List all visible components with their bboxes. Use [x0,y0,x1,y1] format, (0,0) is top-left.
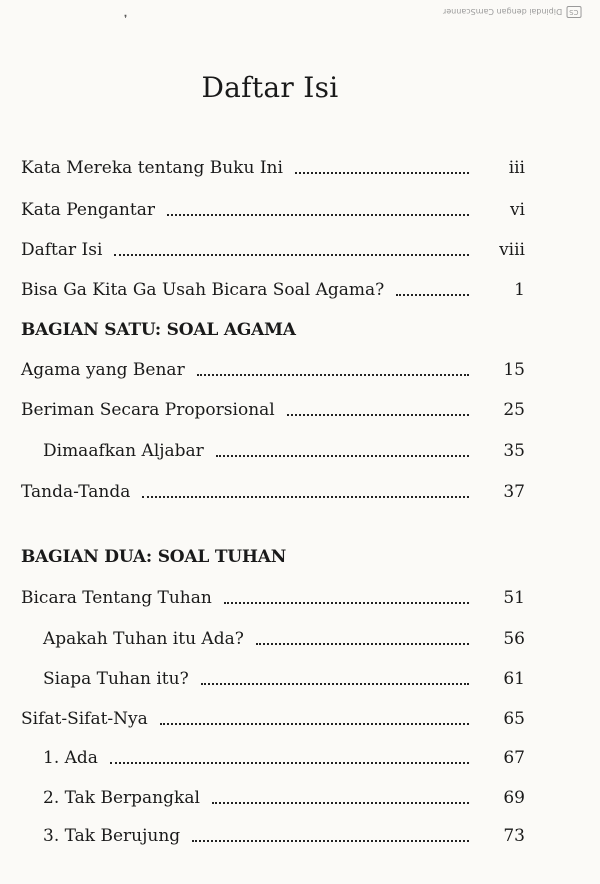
scan-speck: ❜ [124,14,128,25]
toc-entry-page: vi [509,200,525,220]
dot-leader [197,374,469,376]
toc-entry-page: 61 [503,669,525,689]
toc-entry [21,238,525,262]
toc-entry [21,198,525,222]
dot-leader [396,294,469,296]
toc-entry-label: Daftar Isi [21,240,103,260]
dot-leader [224,602,469,604]
toc-entry-page: 35 [503,441,525,461]
section-heading: BAGIAN SATU: SOAL AGAMA [21,320,296,340]
toc-entry [21,586,525,610]
toc-entry [43,746,525,770]
toc-entry-label: Bisa Ga Kita Ga Usah Bicara Soal Agama? [21,280,385,300]
dot-leader [216,455,469,457]
dot-leader [114,254,469,256]
toc-entry-label: 3. Tak Berujung [43,826,181,846]
toc-entry [43,667,525,691]
dot-leader [110,762,469,764]
dot-leader [212,802,469,804]
dot-leader [287,414,469,416]
camscanner-logo-icon: CS [567,6,582,18]
dot-leader [192,840,469,842]
toc-entry-label: Sifat-Sifat-Nya [21,709,148,729]
toc-entry-label: Apakah Tuhan itu Ada? [43,629,244,649]
toc-entry-label: Dimaafkan Aljabar [43,441,204,461]
toc-entry-label: Siapa Tuhan itu? [43,669,189,689]
toc-entry-label: Tanda-Tanda [21,482,131,502]
dot-leader [160,723,469,725]
dot-leader [167,214,469,216]
toc-entry-page: 65 [503,709,525,729]
toc-entry-label: 2. Tak Berpangkal [43,788,200,808]
toc-entry-label: Kata Pengantar [21,200,155,220]
toc-entry-page: iii [508,158,525,178]
watermark-text: Dipindai dengan CamScanner [443,7,563,17]
toc-entry [21,358,525,382]
toc-entry [21,480,525,504]
toc-entry [21,398,525,422]
toc-entry-page: 15 [503,360,525,380]
toc-entry-label: 1. Ada [43,748,98,768]
dot-leader [256,643,469,645]
toc-entry-page: 73 [503,826,525,846]
toc-entry [43,439,525,463]
toc-entry-page: 37 [503,482,525,502]
toc-entry-label: Kata Mereka tentang Buku Ini [21,158,283,178]
dot-leader [142,496,469,498]
toc-entry [21,278,525,302]
toc-entry [43,627,525,651]
toc-entry-label: Beriman Secara Proporsional [21,400,275,420]
toc-entry-page: 67 [503,748,525,768]
dot-leader [295,172,469,174]
toc-entry-label: Bicara Tentang Tuhan [21,588,212,608]
toc-entry [21,156,525,180]
toc-entry-page: viii [499,240,525,260]
toc-entry-page: 25 [503,400,525,420]
toc-entry-page: 56 [503,629,525,649]
toc-entry-page: 1 [514,280,525,300]
toc-entry [21,707,525,731]
toc-entry-page: 51 [503,588,525,608]
toc-entry [43,824,525,848]
page-title: Daftar Isi [201,70,339,104]
toc-entry-page: 69 [503,788,525,808]
toc-entry-label: Agama yang Benar [21,360,185,380]
dot-leader [201,683,469,685]
section-heading: BAGIAN DUA: SOAL TUHAN [21,547,287,567]
toc-entry [43,786,525,810]
